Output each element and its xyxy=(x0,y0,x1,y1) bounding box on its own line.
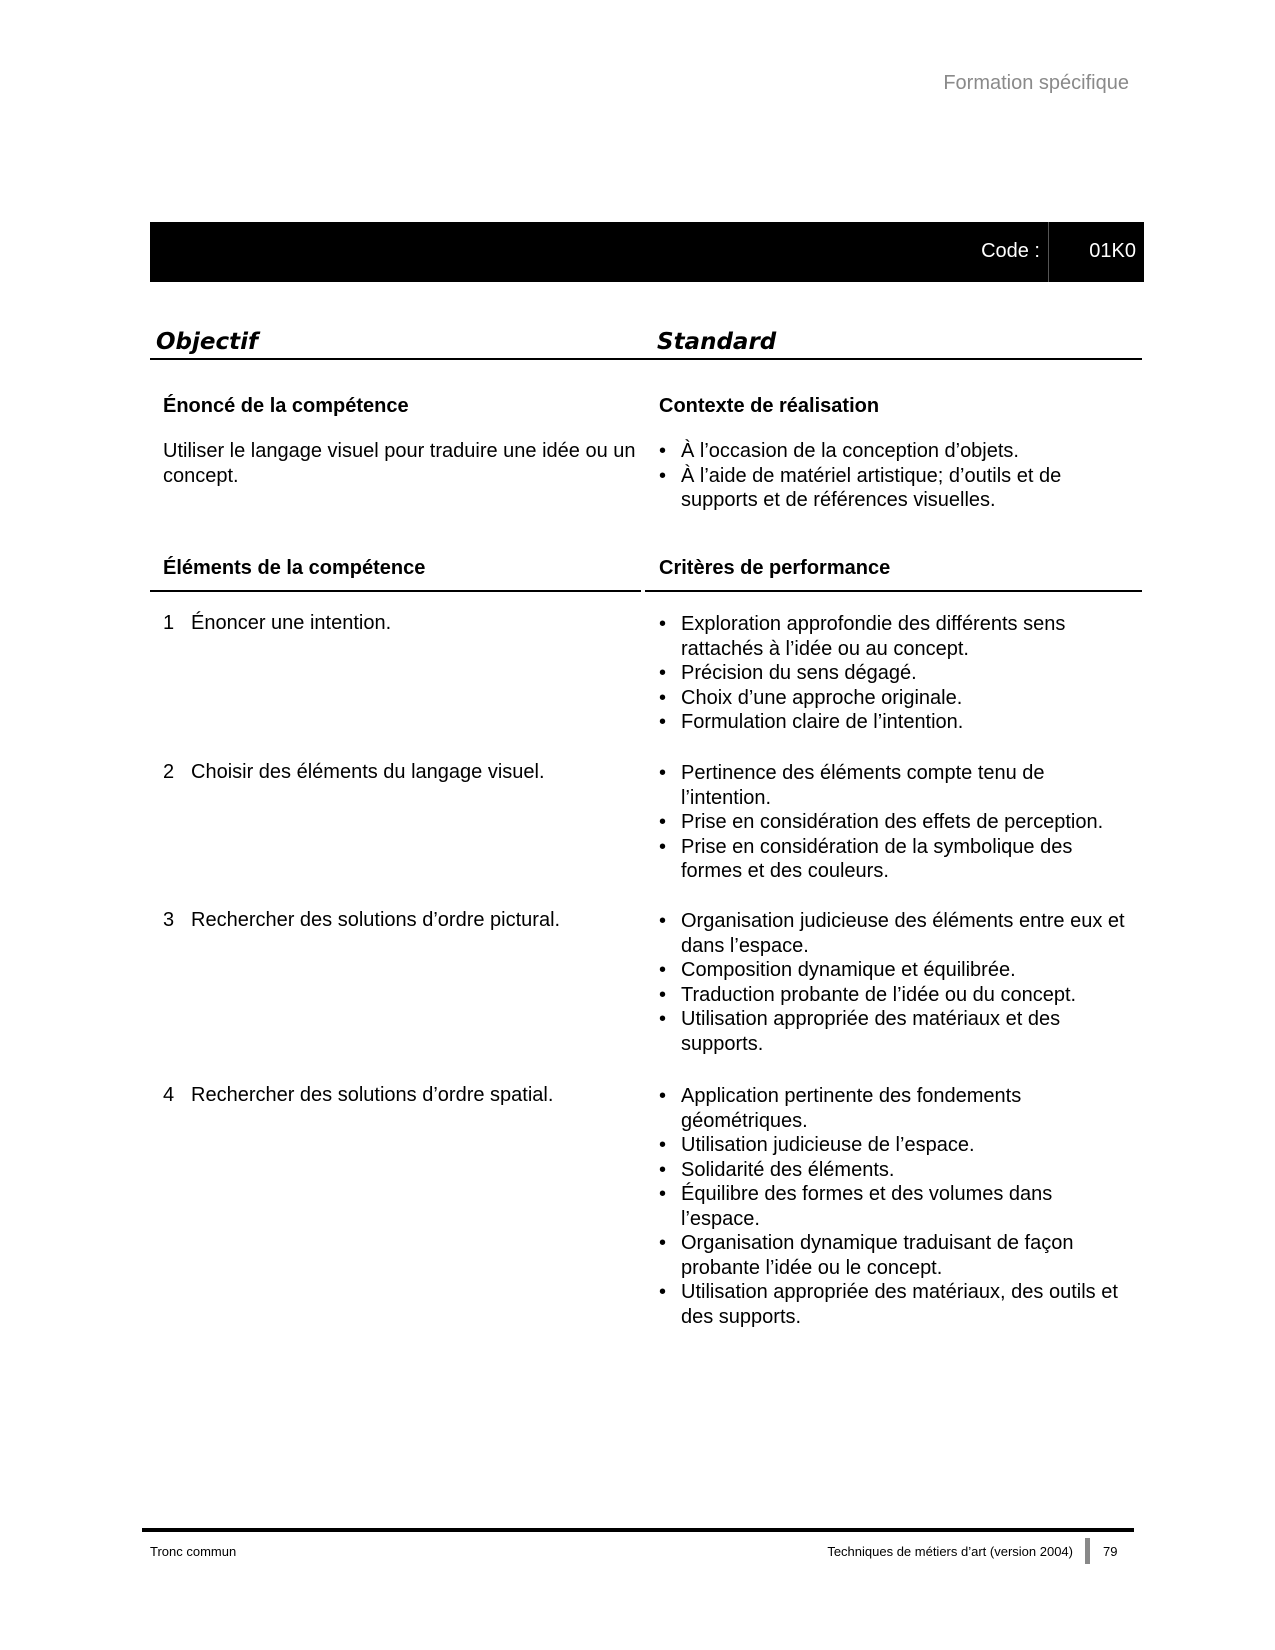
bullet-icon: • xyxy=(659,662,667,684)
list-item: • Application pertinente des fondements géométriques. xyxy=(659,1085,1022,1132)
running-header: Formation spécifique xyxy=(943,72,1129,94)
bullet-icon: • xyxy=(659,440,667,462)
criteria-list-2 xyxy=(659,761,1129,884)
bullet-icon: • xyxy=(659,959,667,981)
list-item: • Solidarité des éléments. xyxy=(659,1158,895,1181)
bullet-icon: • xyxy=(659,686,667,709)
contexte-list xyxy=(659,439,1129,513)
bullet-icon: • xyxy=(659,1158,667,1181)
list-item: • Organisation judicieuse des éléments entre eux et dans l’espace. xyxy=(659,910,1125,957)
list-item: • Composition dynamique et équilibrée. xyxy=(659,959,1016,981)
bullet-icon: • xyxy=(659,464,667,487)
element-4: 4 Rechercher des solutions d’ordre spatial. xyxy=(163,1084,554,1106)
elements-heading: Éléments de la compétence xyxy=(163,557,426,579)
bullet-icon: • xyxy=(659,1183,667,1205)
divider xyxy=(150,590,641,592)
bullet-icon: • xyxy=(659,983,667,1006)
contexte-section xyxy=(659,394,1129,513)
code-label: Code : xyxy=(981,240,1040,262)
objectif-title: Objectif xyxy=(156,329,259,355)
bullet-icon: • xyxy=(659,1008,667,1030)
bullet-icon: • xyxy=(659,1232,667,1254)
enonce-section xyxy=(163,394,643,488)
footer-left-text: Tronc commun xyxy=(150,1544,237,1559)
divider xyxy=(645,590,1142,592)
criteria-list-4 xyxy=(659,1084,1129,1329)
bullet-icon: • xyxy=(659,613,667,635)
contexte-heading: Contexte de réalisation xyxy=(659,395,880,417)
enonce-heading: Énoncé de la compétence xyxy=(163,395,409,417)
list-item: • Choix d’une approche originale. xyxy=(659,686,963,709)
criteria-list-3 xyxy=(659,909,1129,1056)
code-value: 01K0 xyxy=(1089,240,1136,262)
bullet-icon: • xyxy=(659,1085,667,1107)
list-item: • Équilibre des formes et des volumes dans l’espace. xyxy=(659,1183,1053,1230)
footer-right-text: Techniques de métiers d’art (version 2004) xyxy=(827,1544,1073,1559)
list-item: • Prise en considération des effets de perception. xyxy=(659,811,1104,833)
list-item: • Utilisation appropriée des matériaux et des supports. xyxy=(659,1008,1061,1055)
page-number: 79 xyxy=(1103,1544,1118,1559)
code-separator xyxy=(1048,222,1049,282)
list-item: • Précision du sens dégagé. xyxy=(659,662,917,684)
element-1: 1 Énoncer une intention. xyxy=(163,612,392,634)
list-item: • Utilisation judicieuse de l’espace. xyxy=(659,1134,975,1156)
code-bar xyxy=(150,222,1144,282)
list-item: • Prise en considération de la symbolique des formes et des couleurs. xyxy=(659,835,1073,882)
bullet-icon: • xyxy=(659,1134,667,1156)
list-item: • À l’aide de matériel artistique; d’outils et de supports et de références visuelles. xyxy=(659,464,1062,511)
element-2: 2 Choisir des éléments du langage visuel. xyxy=(163,761,545,783)
enonce-text: Utiliser le langage visuel pour traduire une idée ou un concept. xyxy=(163,440,636,487)
bullet-icon: • xyxy=(659,711,667,733)
list-item: • Organisation dynamique traduisant de façon probante l’idée ou le concept. xyxy=(659,1232,1074,1279)
bullet-icon: • xyxy=(659,910,667,932)
bullet-icon: • xyxy=(659,1281,667,1303)
list-item: • À l’occasion de la conception d’objets. xyxy=(659,440,1019,462)
bullet-icon: • xyxy=(659,762,667,784)
standard-title: Standard xyxy=(657,329,777,355)
criteres-heading: Critères de performance xyxy=(659,557,891,579)
footer-rule xyxy=(142,1528,1134,1532)
bullet-icon: • xyxy=(659,811,667,833)
list-item: • Pertinence des éléments compte tenu de l’intention. xyxy=(659,762,1045,809)
list-item: • Exploration approfondie des différents sens rattachés à l’idée ou au concept. xyxy=(659,613,1066,660)
list-item: • Utilisation appropriée des matériaux, des outils et des supports. xyxy=(659,1281,1118,1328)
section-header xyxy=(150,326,1142,360)
list-item: • Formulation claire de l’intention. xyxy=(659,711,964,733)
bullet-icon: • xyxy=(659,835,667,858)
element-3: 3 Rechercher des solutions d’ordre pictural. xyxy=(163,909,561,931)
list-item: • Traduction probante de l’idée ou du concept. xyxy=(659,983,1077,1006)
criteria-list-1 xyxy=(659,612,1129,735)
footer-separator xyxy=(1085,1538,1090,1564)
